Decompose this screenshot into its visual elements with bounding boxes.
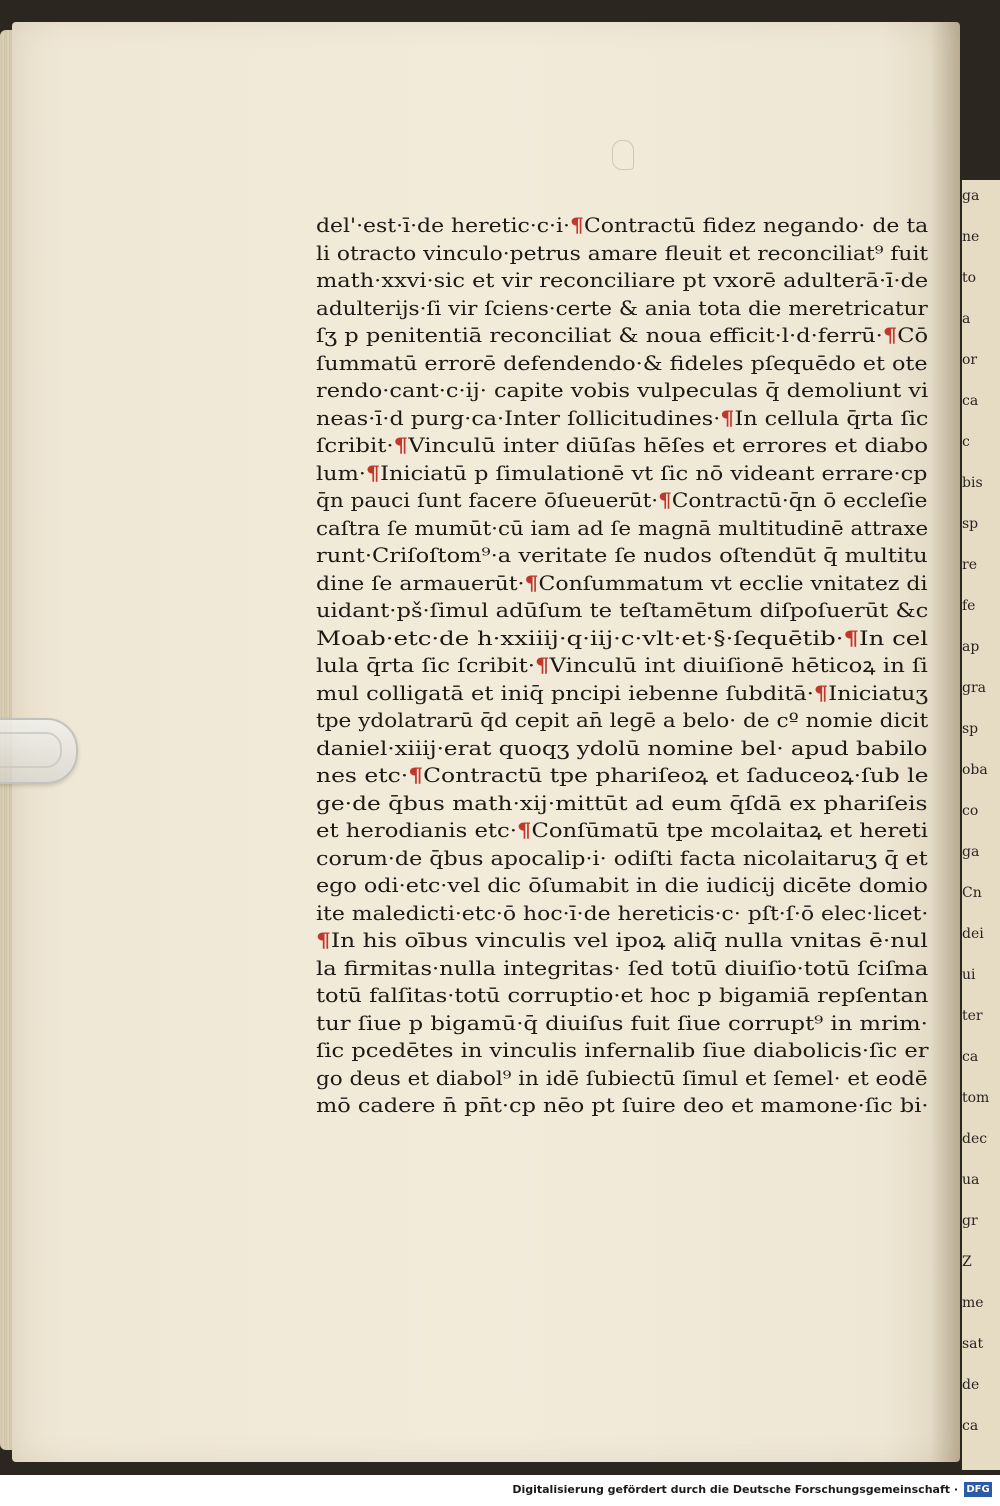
text-line	[316, 652, 928, 680]
text-span: In cellula q̄rta ſic	[734, 405, 929, 430]
text-span: lula q̄rta ſic ſcribit·	[316, 653, 535, 677]
text-span: lum·	[316, 460, 366, 485]
pencil-mark	[612, 140, 634, 170]
text-line	[316, 680, 928, 708]
printed-text-block	[316, 212, 936, 1120]
adjacent-page-fragment: ga	[962, 188, 980, 204]
text-line	[316, 625, 928, 653]
rubric-mark: ¶	[813, 680, 829, 705]
adjacent-page-fragment: ga	[962, 844, 980, 860]
adjacent-page-fragment: ne	[962, 229, 980, 245]
text-line: caſtra ſe mumūt·cū iam ad ſe magnā multitudinē attraxe	[316, 515, 929, 540]
dfg-logo: DFG	[964, 1482, 992, 1497]
text-span: del'·est·ī·de heretic·c·i·	[316, 213, 570, 237]
text-line: adulterijs·ſi vir ſciens·certe & ania tota die meretricatur	[316, 295, 928, 320]
text-line: mō cadere n̄ pn̄t·cp nēo pt ſuire deo et mamone·ſic bi·	[316, 1093, 929, 1117]
text-span: In cel	[859, 625, 928, 650]
adjacent-page-fragment: c	[962, 434, 970, 450]
text-line: li otracto vinculo·petrus amare fleuit et reconciliat⁹ fuit	[316, 240, 929, 265]
text-span: et herodianis etc·	[316, 818, 517, 842]
text-span: Conſummatum vt ecclie vnitatez di	[538, 570, 928, 595]
text-line	[316, 762, 928, 790]
text-line: math·xxvi·sic et vir reconciliare pt vxorē adulterā·ī·de	[316, 268, 929, 292]
text-line: ſic pcedētes in vinculis infernalib ſiue diabolicis·ſic er	[316, 1038, 929, 1062]
adjacent-page-fragment: ter	[962, 1008, 983, 1024]
adjacent-page-fragment: ca	[962, 393, 979, 409]
text-line: ſummatū errorē defendendo·& fideles pſequēdo et ote	[316, 350, 928, 375]
text-line: corum·de q̄bus apocalip·i· odiſti facta nicolaitaruʒ q̄ et	[316, 845, 928, 870]
adjacent-page-fragment: co	[962, 803, 979, 819]
text-line	[316, 570, 928, 598]
footer-credit: Digitalisierung gefördert durch die Deutsche Forschungsgemeinschaft ·	[512, 1483, 958, 1496]
text-span: Cō	[897, 323, 929, 347]
adjacent-page-fragment: gra	[962, 680, 987, 696]
text-line: tur ſiue p bigamū·q̄ diuiſus fuit ſiue corrupt⁹ in mrim·	[316, 1010, 928, 1035]
adjacent-page-fragment: sp	[962, 721, 979, 737]
adjacent-page-fragment: dei	[962, 926, 984, 942]
text-span: Conſūmatū tpe mcolaitaꝝ et hereti	[531, 818, 929, 842]
adjacent-page-fragment: de	[962, 1377, 980, 1393]
rubric-mark: ¶	[316, 928, 331, 952]
adjacent-page-fragment: sat	[962, 1336, 984, 1352]
adjacent-page-fragment: re	[962, 557, 977, 573]
adjacent-page-fragment: fe	[962, 598, 976, 614]
text-line: rendo·cant·c·ij· capite vobis vulpeculas q̄ demoliunt vi	[316, 378, 929, 402]
adjacent-page-fragment: ca	[962, 1418, 979, 1434]
adjacent-page-fragment: or	[962, 352, 978, 368]
text-span: Moab·etc·de h·xxiiij·q·iij·c·vlt·et·§·ſequētib·	[316, 625, 844, 650]
adjacent-page-fragment: to	[962, 270, 977, 286]
text-span: Contractū·q̄n ō eccleſie	[671, 488, 928, 512]
text-span: q̄n pauci ſunt facere ōſueuerūt·	[316, 488, 659, 512]
adjacent-page-fragment: sp	[962, 516, 979, 532]
text-span: Vinculū inter diūſas hēſes et errores et diabo	[408, 433, 929, 457]
adjacent-page-fragment: ap	[962, 639, 980, 655]
adjacent-page-fragment: Cn	[962, 885, 982, 901]
rubric-mark: ¶	[843, 625, 860, 650]
text-span: nes etc·	[316, 763, 409, 787]
adjacent-page-fragment: me	[962, 1295, 984, 1311]
footer-bar	[0, 1475, 1000, 1506]
adjacent-page-fragment: oba	[962, 762, 988, 778]
adjacent-page-fragment: gr	[962, 1213, 978, 1229]
text-span: In his oībus vinculis vel ipoꝝ aliq̄ nulla vnitas ē·nul	[330, 928, 928, 952]
adjacent-page-fragment: a	[962, 311, 971, 327]
text-line	[316, 212, 928, 240]
adjacent-page-fragment: dec	[962, 1131, 988, 1147]
text-line: uidant·pš·ſimul adūſum te teſtamētum diſpoſuerūt &c	[316, 598, 929, 622]
rubric-mark: ¶	[658, 488, 672, 512]
text-line	[316, 322, 928, 350]
rubric-mark: ¶	[516, 818, 532, 842]
text-line: ge·de q̄bus math·xij·mittūt ad eum q̄ſdā ex phariſeis	[316, 790, 928, 815]
paper-clip-inner	[0, 732, 62, 768]
text-span: ſcribit·	[316, 433, 394, 457]
text-line	[316, 817, 928, 845]
rubric-mark: ¶	[534, 653, 550, 677]
text-line: totū falſitas·totū corruptio·et hoc p bigamiā repſentan	[316, 983, 929, 1007]
adjacent-page-fragment: tom	[962, 1090, 990, 1106]
text-span: Contractū fidez negando· de ta	[583, 213, 929, 237]
adjacent-page-fragment: ua	[962, 1172, 980, 1188]
text-line	[316, 405, 928, 433]
text-span: ſʒ p penitentiā reconciliat & noua efficit·l·d·ferrū·	[316, 323, 883, 347]
text-span: Iniciatuʒ	[828, 680, 929, 705]
text-line: la firmitas·nulla integritas· ſed totū diuiſio·totū ſciſma	[316, 955, 929, 980]
text-line: go deus et diabol⁹ in idē ſubiectū ſimul et ſemel· et eodē	[316, 1065, 928, 1090]
text-span: mul colligatā et iniq̄ pncipi iebenne ſubditā·	[316, 680, 814, 705]
text-line	[316, 487, 928, 515]
rubric-mark: ¶	[365, 460, 381, 485]
text-span: Vinculū int diuiſionē hēticoꝝ in ſi	[549, 653, 928, 677]
text-line: ite maledicti·etc·ō hoc·ī·de hereticis·c· pſt·ſ·ō elec·licet·	[316, 900, 929, 925]
text-line: tpe ydolatrarū q̄d cepit an̄ legē a belo· de cº nomie dicit	[316, 708, 929, 732]
rubric-mark: ¶	[393, 433, 409, 457]
rubric-mark: ¶	[569, 213, 584, 237]
adjacent-page	[962, 180, 1000, 1470]
text-span: dine ſe armauerūt·	[316, 570, 525, 595]
text-line	[316, 432, 928, 460]
text-line	[316, 927, 928, 955]
rubric-mark: ¶	[408, 763, 424, 787]
rubric-mark: ¶	[524, 570, 539, 595]
rubric-mark: ¶	[720, 405, 735, 430]
adjacent-page-fragment: bis	[962, 475, 983, 491]
text-span: Contractū tpe phariſeoꝝ et ſaduceoꝝ·ſub le	[423, 763, 929, 787]
text-line: runt·Criſoſtom⁹·a veritate ſe nudos oſtendūt q̄ multitu	[316, 543, 928, 567]
text-line	[316, 460, 928, 488]
text-span: neas·ī·d purg·ca·Inter ſollicitudines·	[316, 405, 721, 430]
text-line: daniel·xiiij·erat quoqʒ ydolū nomine bel· apud babilo	[316, 735, 928, 760]
rubric-mark: ¶	[882, 323, 898, 347]
adjacent-page-fragment: ui	[962, 967, 976, 983]
adjacent-page-fragment: ca	[962, 1049, 979, 1065]
adjacent-page-fragment: Z	[962, 1254, 972, 1270]
text-line: ego odi·etc·vel dic ōſumabit in die iudicij dicēte domio	[316, 873, 928, 897]
text-span: Iniciatū p ſimulationē vt ſic nō videant errare·cp	[380, 460, 928, 485]
